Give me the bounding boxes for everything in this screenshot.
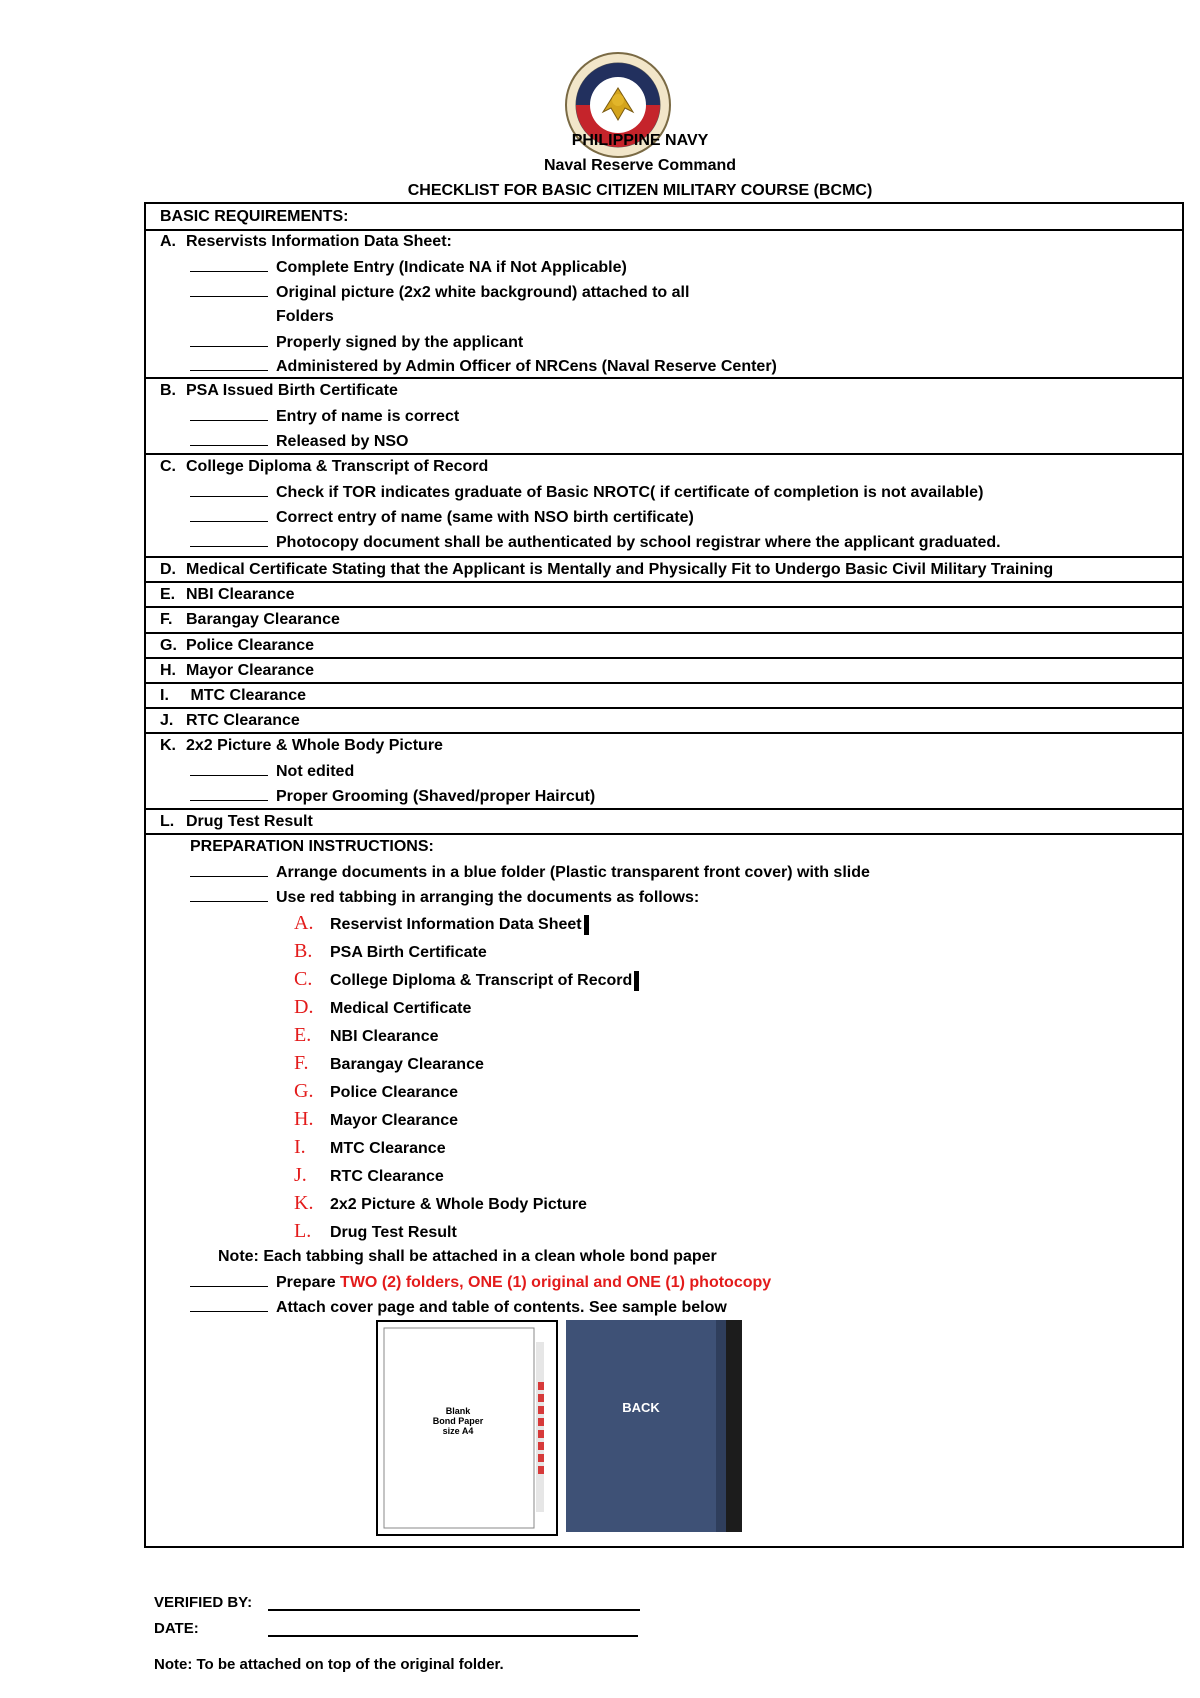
text-cursor	[584, 915, 589, 935]
tab-item-f: F. Barangay Clearance	[294, 1052, 484, 1074]
checklist-item[interactable]: Proper Grooming (Shaved/proper Haircut)	[190, 786, 595, 807]
sample-cover-text-line: size A4	[442, 1426, 474, 1436]
date-label: DATE:	[154, 1620, 199, 1637]
checklist-item[interactable]: Prepare TWO (2) folders, ONE (1) original and ONE (1) photocopy	[190, 1272, 771, 1293]
checklist-item[interactable]: Entry of name is correct	[190, 406, 459, 427]
check-blank[interactable]	[190, 482, 268, 497]
section-g: G. Police Clearance	[160, 637, 315, 654]
tabbing-note: Note: Each tabbing shall be attached in a clean whole bond paper	[218, 1248, 717, 1265]
section-j: J. RTC Clearance	[160, 712, 300, 729]
check-blank[interactable]	[190, 356, 268, 371]
tab-item-e: E. NBI Clearance	[294, 1024, 439, 1046]
tab-item-b: B. PSA Birth Certificate	[294, 940, 487, 962]
tab-item-a: A. Reservist Information Data Sheet	[294, 912, 589, 936]
sample-cover-text-line: Blank	[445, 1406, 471, 1416]
tab-item-c: C. College Diploma & Transcript of Record	[294, 968, 639, 992]
checklist-item[interactable]: Not edited	[190, 761, 354, 782]
tab-item-g: G. Police Clearance	[294, 1080, 459, 1102]
tab-item-j: J. RTC Clearance	[294, 1164, 444, 1186]
check-blank[interactable]	[190, 282, 268, 297]
tab-item-l: L. Drug Test Result	[294, 1220, 457, 1242]
section-k: K. 2x2 Picture & Whole Body Picture	[160, 737, 443, 754]
check-blank[interactable]	[190, 862, 268, 877]
date-line[interactable]	[268, 1635, 638, 1637]
section-title: Reservists Information Data Sheet:	[186, 233, 452, 250]
section-h: H. Mayor Clearance	[160, 662, 315, 679]
tab-item-i: I. MTC Clearance	[294, 1136, 446, 1158]
section-c: C. College Diploma & Transcript of Record	[160, 458, 489, 475]
section-letter: A.	[160, 233, 176, 250]
sample-cover-text-line: Bond Paper	[432, 1416, 484, 1426]
checklist-item[interactable]: Correct entry of name (same with NSO birth certificate)	[190, 507, 694, 528]
tab-item-k: K. 2x2 Picture & Whole Body Picture	[294, 1192, 587, 1214]
section-l: L. Drug Test Result	[160, 813, 313, 830]
check-blank[interactable]	[190, 257, 268, 272]
text-cursor	[634, 971, 639, 991]
check-blank[interactable]	[190, 887, 268, 902]
section-i: I. MTC Clearance	[160, 687, 307, 704]
checklist-item[interactable]: Use red tabbing in arranging the documents as follows:	[190, 887, 699, 908]
sample-cover-page-image	[376, 1320, 558, 1536]
check-blank[interactable]	[190, 532, 268, 547]
checklist-item[interactable]: Original picture (2x2 white background) attached to all	[190, 282, 689, 303]
checklist-item[interactable]: Released by NSO	[190, 431, 409, 452]
checklist-item[interactable]: Complete Entry (Indicate NA if Not Applicable)	[190, 257, 627, 278]
check-blank[interactable]	[190, 431, 268, 446]
header-philippine-navy: PHILIPPINE NAVY	[571, 132, 709, 149]
check-blank[interactable]	[190, 406, 268, 421]
tab-item-d: D. Medical Certificate	[294, 996, 472, 1018]
section-b: B. PSA Issued Birth Certificate	[160, 382, 398, 399]
sample-back-label: BACK	[622, 1400, 660, 1415]
check-blank[interactable]	[190, 1272, 268, 1287]
preparation-title: PREPARATION INSTRUCTIONS:	[190, 838, 434, 855]
check-blank[interactable]	[190, 786, 268, 801]
section-a	[160, 232, 452, 252]
section-f: F. Barangay Clearance	[160, 611, 340, 628]
checklist-item[interactable]: Administered by Admin Officer of NRCens (Naval Reserve Center)	[190, 356, 777, 377]
check-blank[interactable]	[190, 761, 268, 776]
checklist-item[interactable]: Photocopy document shall be authenticated by school registrar where the applicant graduated.	[190, 532, 1001, 553]
section-e: E. NBI Clearance	[160, 586, 295, 603]
prepare-folders-emphasis: TWO (2) folders, ONE (1) original and ONE (1) photocopy	[340, 1274, 772, 1291]
verified-by-signature-line[interactable]	[268, 1609, 640, 1611]
check-blank[interactable]	[190, 507, 268, 522]
footer-note: Note: To be attached on top of the original folder.	[154, 1656, 504, 1673]
checklist-item[interactable]: Check if TOR indicates graduate of Basic NROTC( if certificate of completion is not available)	[190, 482, 983, 503]
check-blank[interactable]	[190, 1297, 268, 1312]
checklist-item[interactable]: Properly signed by the applicant	[190, 332, 523, 353]
basic-requirements-title: BASIC REQUIREMENTS:	[160, 208, 349, 225]
tab-item-h: H. Mayor Clearance	[294, 1108, 459, 1130]
header-checklist-title: CHECKLIST FOR BASIC CITIZEN MILITARY COURSE (BCMC)	[407, 182, 873, 199]
check-blank[interactable]	[190, 332, 268, 347]
checklist-item-continuation: Folders	[276, 308, 334, 325]
header-naval-reserve-command: Naval Reserve Command	[543, 157, 737, 174]
section-d: D. Medical Certificate Stating that the Applicant is Mentally and Physically Fit to Undergo Basic Civil Military Training	[160, 561, 1054, 578]
checklist-item[interactable]: Arrange documents in a blue folder (Plastic transparent front cover) with slide	[190, 862, 870, 883]
verified-by-label: VERIFIED BY:	[154, 1594, 253, 1611]
sample-back-folder-image	[566, 1320, 742, 1532]
checklist-item[interactable]: Attach cover page and table of contents. See sample below	[190, 1297, 727, 1318]
